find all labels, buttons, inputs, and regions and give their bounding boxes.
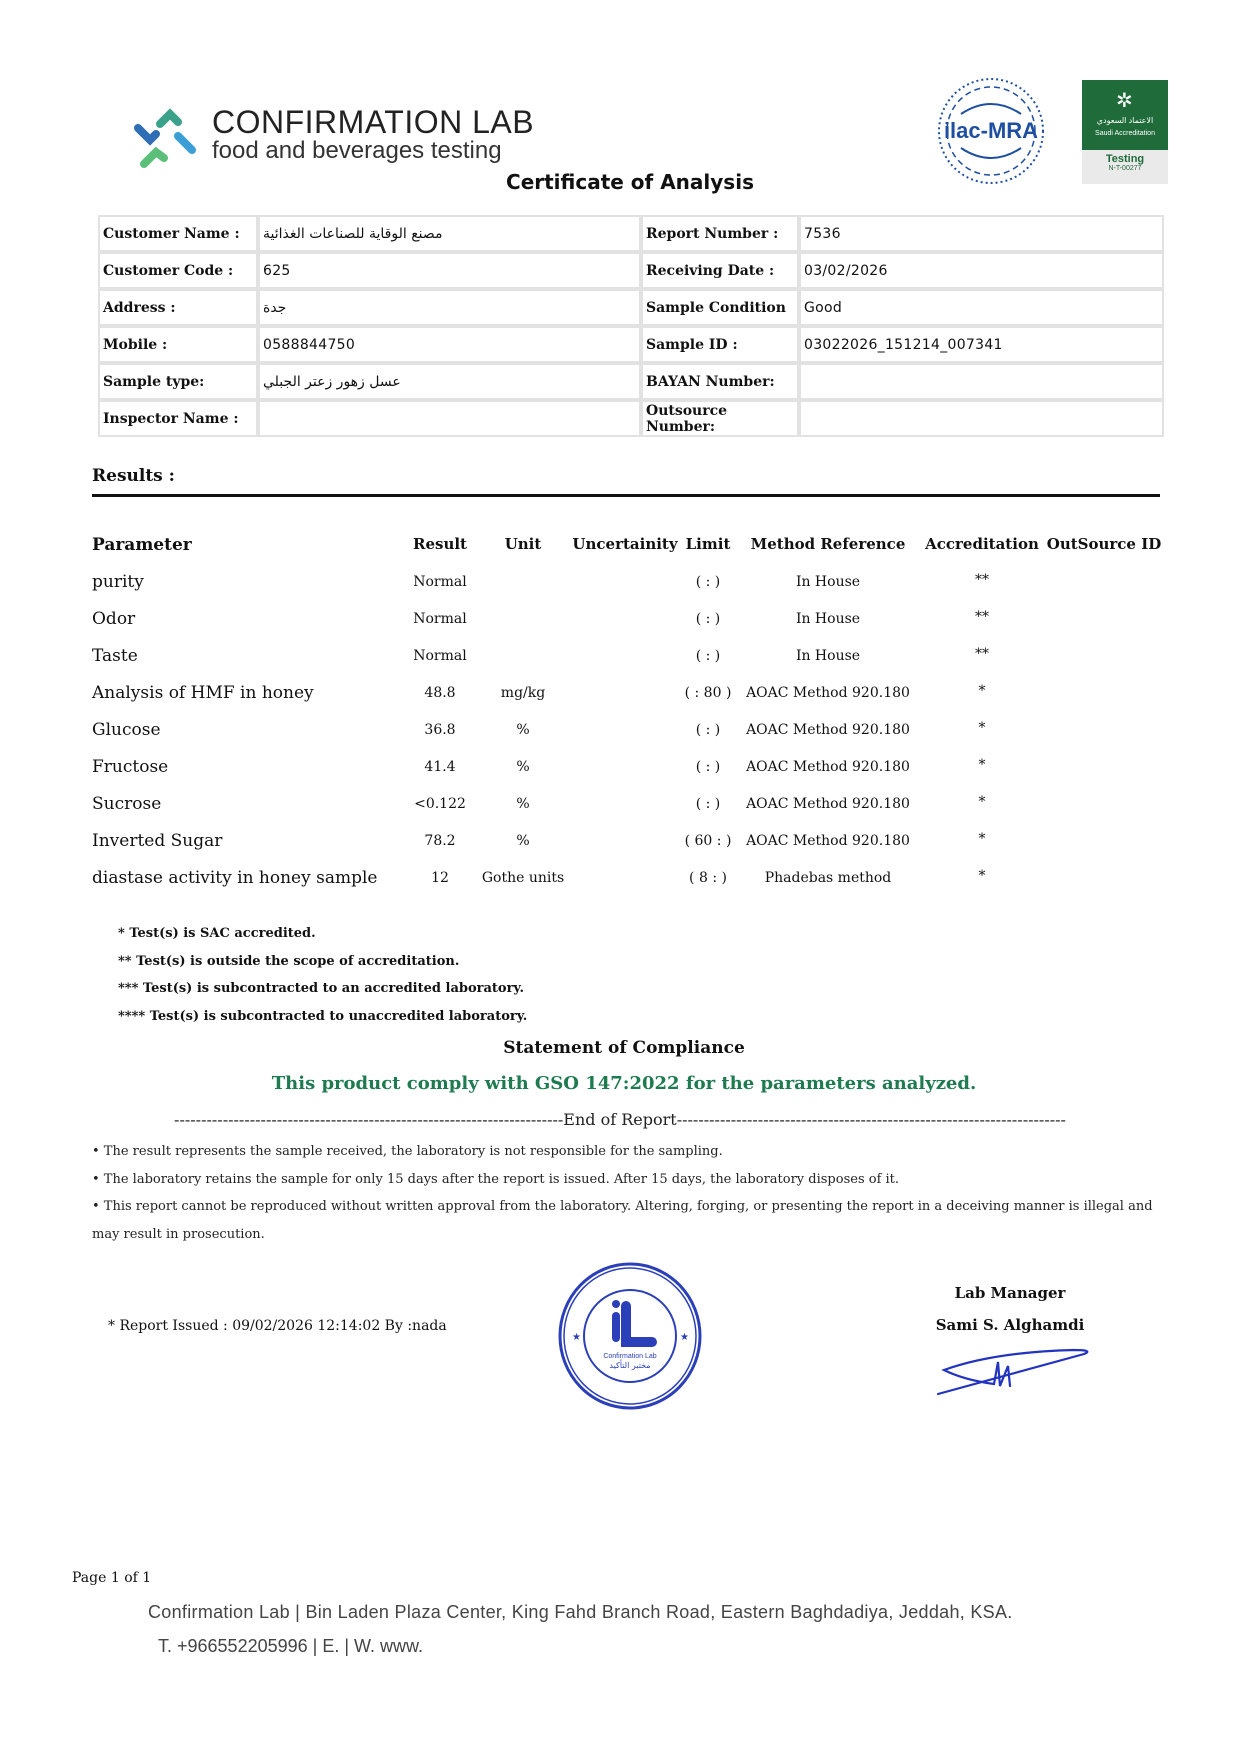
svg-text:Confirmation Lab: Confirmation Lab [603, 1353, 657, 1360]
manager-title: Lab Manager [954, 1284, 1066, 1302]
row-limit: ( : ) [695, 722, 721, 738]
row-unit: % [516, 759, 530, 775]
info-row [98, 400, 1164, 437]
row-accreditation: * [978, 831, 986, 847]
results-heading: Results : [92, 466, 175, 486]
row-method: In House [795, 611, 861, 627]
col-outsource-id: OutSource ID [1046, 535, 1162, 553]
row-parameter: Sucrose [92, 794, 162, 814]
row-unit: % [516, 796, 530, 812]
bayan-number-value [799, 363, 1164, 400]
note-item: • The result represents the sample received, the laboratory is not responsible for the sampling. [92, 1144, 723, 1159]
row-limit: ( : ) [695, 648, 721, 664]
row-accreditation: * [978, 757, 986, 773]
legend-item: **** Test(s) is subcontracted to unaccredited laboratory. [118, 1008, 528, 1024]
table-row [0, 794, 1240, 820]
results-table-header [0, 535, 1240, 559]
table-row [0, 683, 1240, 709]
row-unit: % [516, 722, 530, 738]
customer-info-table [98, 215, 1164, 437]
row-accreditation: * [978, 720, 986, 736]
sample-id-label: Sample ID : [641, 326, 799, 363]
table-row [0, 868, 1240, 894]
row-limit: ( 8 : ) [689, 870, 727, 886]
customer-name-label: Customer Name : [98, 215, 258, 252]
row-parameter: purity [92, 572, 144, 592]
address-label: Address : [98, 289, 258, 326]
table-row [0, 609, 1240, 635]
row-result: 41.4 [424, 759, 456, 775]
info-row [98, 363, 1164, 400]
customer-code-value: 625 [258, 252, 641, 289]
info-row [98, 215, 1164, 252]
sac-arabic: الاعتماد السعودي [1096, 116, 1154, 125]
sample-condition-value: Good [799, 289, 1164, 326]
palm-icon: ✲ [1116, 90, 1133, 112]
sac-english: Saudi Accreditation [1095, 130, 1155, 137]
manager-name: Sami S. Alghamdi [935, 1316, 1085, 1334]
row-unit: % [516, 833, 530, 849]
receiving-date-label: Receiving Date : [641, 252, 799, 289]
table-row [0, 646, 1240, 672]
table-row [0, 831, 1240, 857]
end-of-report-divider: ------------------------------------------------------------------------End of Report------------------------------------------------------------------------ [174, 1110, 1066, 1129]
report-issued-info: * Report Issued : 09/02/2026 12:14:02 By :nada [108, 1318, 447, 1334]
results-divider [92, 494, 1160, 497]
row-parameter: Analysis of HMF in honey [92, 683, 314, 703]
info-row [98, 289, 1164, 326]
signature-icon [934, 1344, 1094, 1400]
bayan-number-label: BAYAN Number: [641, 363, 799, 400]
row-parameter: Taste [92, 646, 138, 666]
legend-item: *** Test(s) is subcontracted to an accredited laboratory. [118, 981, 525, 996]
info-row [98, 252, 1164, 289]
row-parameter: Fructose [92, 757, 169, 777]
col-uncertainty: Uncertainity [572, 535, 678, 553]
confirmation-lab-logo-icon [134, 106, 198, 170]
sample-type-label: Sample type: [98, 363, 258, 400]
col-method-reference: Method Reference [750, 535, 906, 553]
row-parameter: diastase activity in honey sample [92, 868, 378, 888]
svg-text:ilac-MRA: ilac-MRA [943, 118, 1039, 143]
compliance-title: Statement of Compliance [503, 1038, 745, 1058]
row-accreditation: ** [975, 646, 989, 662]
row-method: AOAC Method 920.180 [746, 722, 910, 738]
row-accreditation: ** [975, 609, 989, 625]
row-result: 48.8 [424, 685, 456, 701]
row-method: Phadebas method [764, 870, 892, 886]
col-unit: Unit [504, 535, 542, 553]
col-parameter: Parameter [92, 535, 192, 555]
outsource-number-value [799, 400, 1164, 437]
row-parameter: Glucose [92, 720, 161, 740]
inspector-name-value [258, 400, 641, 437]
row-result: 78.2 [424, 833, 456, 849]
col-limit: Limit [685, 535, 731, 553]
note-item: • The laboratory retains the sample for only 15 days after the report is issued. After 15 days, the laboratory disposes of it. [92, 1171, 900, 1187]
legend-item: ** Test(s) is outside the scope of accreditation. [118, 953, 460, 969]
receiving-date-value: 03/02/2026 [799, 252, 1164, 289]
note-item: • This report cannot be reproduced without written approval from the laboratory. Altering, forging, or presenting the report in a deceiving manner is illegal and may result in prosecution. [92, 1199, 1153, 1242]
row-result: Normal [413, 611, 467, 627]
sac-testing-label: Testing [1105, 153, 1145, 165]
page-title: Certificate of Analysis [506, 170, 754, 194]
row-limit: ( : 80 ) [684, 685, 732, 701]
row-result: 36.8 [424, 722, 456, 738]
row-unit: Gothe units [481, 870, 565, 886]
footer-contact: T. +966552205996 | E. | W. www. [158, 1636, 424, 1656]
svg-text:★: ★ [572, 1332, 581, 1343]
accreditation-legend [118, 920, 527, 1030]
sample-id-value: 03022026_151214_007341 [799, 326, 1164, 363]
logo-text [212, 106, 534, 164]
row-limit: ( : ) [695, 796, 721, 812]
row-accreditation: * [978, 868, 986, 884]
report-number-label: Report Number : [641, 215, 799, 252]
compliance-statement: This product comply with GSO 147:2022 for the parameters analyzed. [271, 1073, 977, 1094]
row-limit: ( 60 : ) [684, 833, 732, 849]
customer-name-value: مصنع الوقاية للصناعات الغذائية [258, 215, 641, 252]
sample-condition-label: Sample Condition [641, 289, 799, 326]
row-accreditation: * [978, 683, 986, 699]
row-result: 12 [431, 870, 449, 886]
legend-item: * Test(s) is SAC accredited. [118, 926, 316, 941]
row-method: AOAC Method 920.180 [746, 796, 910, 812]
table-row [0, 572, 1240, 598]
col-accreditation: Accreditation [925, 535, 1039, 553]
svg-text:★: ★ [680, 1332, 689, 1343]
row-limit: ( : ) [695, 759, 721, 775]
table-row [0, 757, 1240, 783]
address-value: جدة [258, 289, 641, 326]
row-accreditation: * [978, 794, 986, 810]
saudi-accreditation-logo [1082, 80, 1168, 184]
row-method: AOAC Method 920.180 [746, 685, 910, 701]
logo-subtitle: food and beverages testing [212, 137, 502, 164]
row-parameter: Odor [92, 609, 136, 629]
row-result: Normal [413, 648, 467, 664]
row-method: AOAC Method 920.180 [746, 833, 910, 849]
svg-text:مختبر التأكيد: مختبر التأكيد [609, 1361, 651, 1370]
logo-title: CONFIRMATION LAB [212, 104, 535, 140]
row-method: In House [795, 574, 861, 590]
report-number-value: 7536 [799, 215, 1164, 252]
info-row [98, 326, 1164, 363]
customer-code-label: Customer Code : [98, 252, 258, 289]
row-method: AOAC Method 920.180 [746, 759, 910, 775]
row-result: Normal [413, 574, 467, 590]
row-parameter: Inverted Sugar [92, 831, 223, 851]
row-accreditation: ** [975, 572, 989, 588]
sample-type-value: عسل زهور زعتر الجبلي [258, 363, 641, 400]
row-method: In House [795, 648, 861, 664]
inspector-name-label: Inspector Name : [98, 400, 258, 437]
footer-address: Confirmation Lab | Bin Laden Plaza Center, King Fahd Branch Road, Eastern Baghdadiya, Jeddah, KSA. [148, 1602, 1013, 1622]
sac-code: N-T-00277 [1108, 165, 1142, 172]
col-result: Result [413, 535, 467, 553]
row-limit: ( : ) [695, 574, 721, 590]
lab-stamp-icon [556, 1262, 704, 1410]
row-unit: mg/kg [500, 685, 546, 701]
report-notes [92, 1138, 1162, 1248]
table-row [0, 720, 1240, 746]
row-limit: ( : ) [695, 611, 721, 627]
mobile-label: Mobile : [98, 326, 258, 363]
mobile-value: 0588844750 [258, 326, 641, 363]
row-result: <0.122 [414, 796, 466, 812]
outsource-number-label: Outsource Number: [641, 400, 799, 437]
page-number: Page 1 of 1 [72, 1570, 152, 1586]
